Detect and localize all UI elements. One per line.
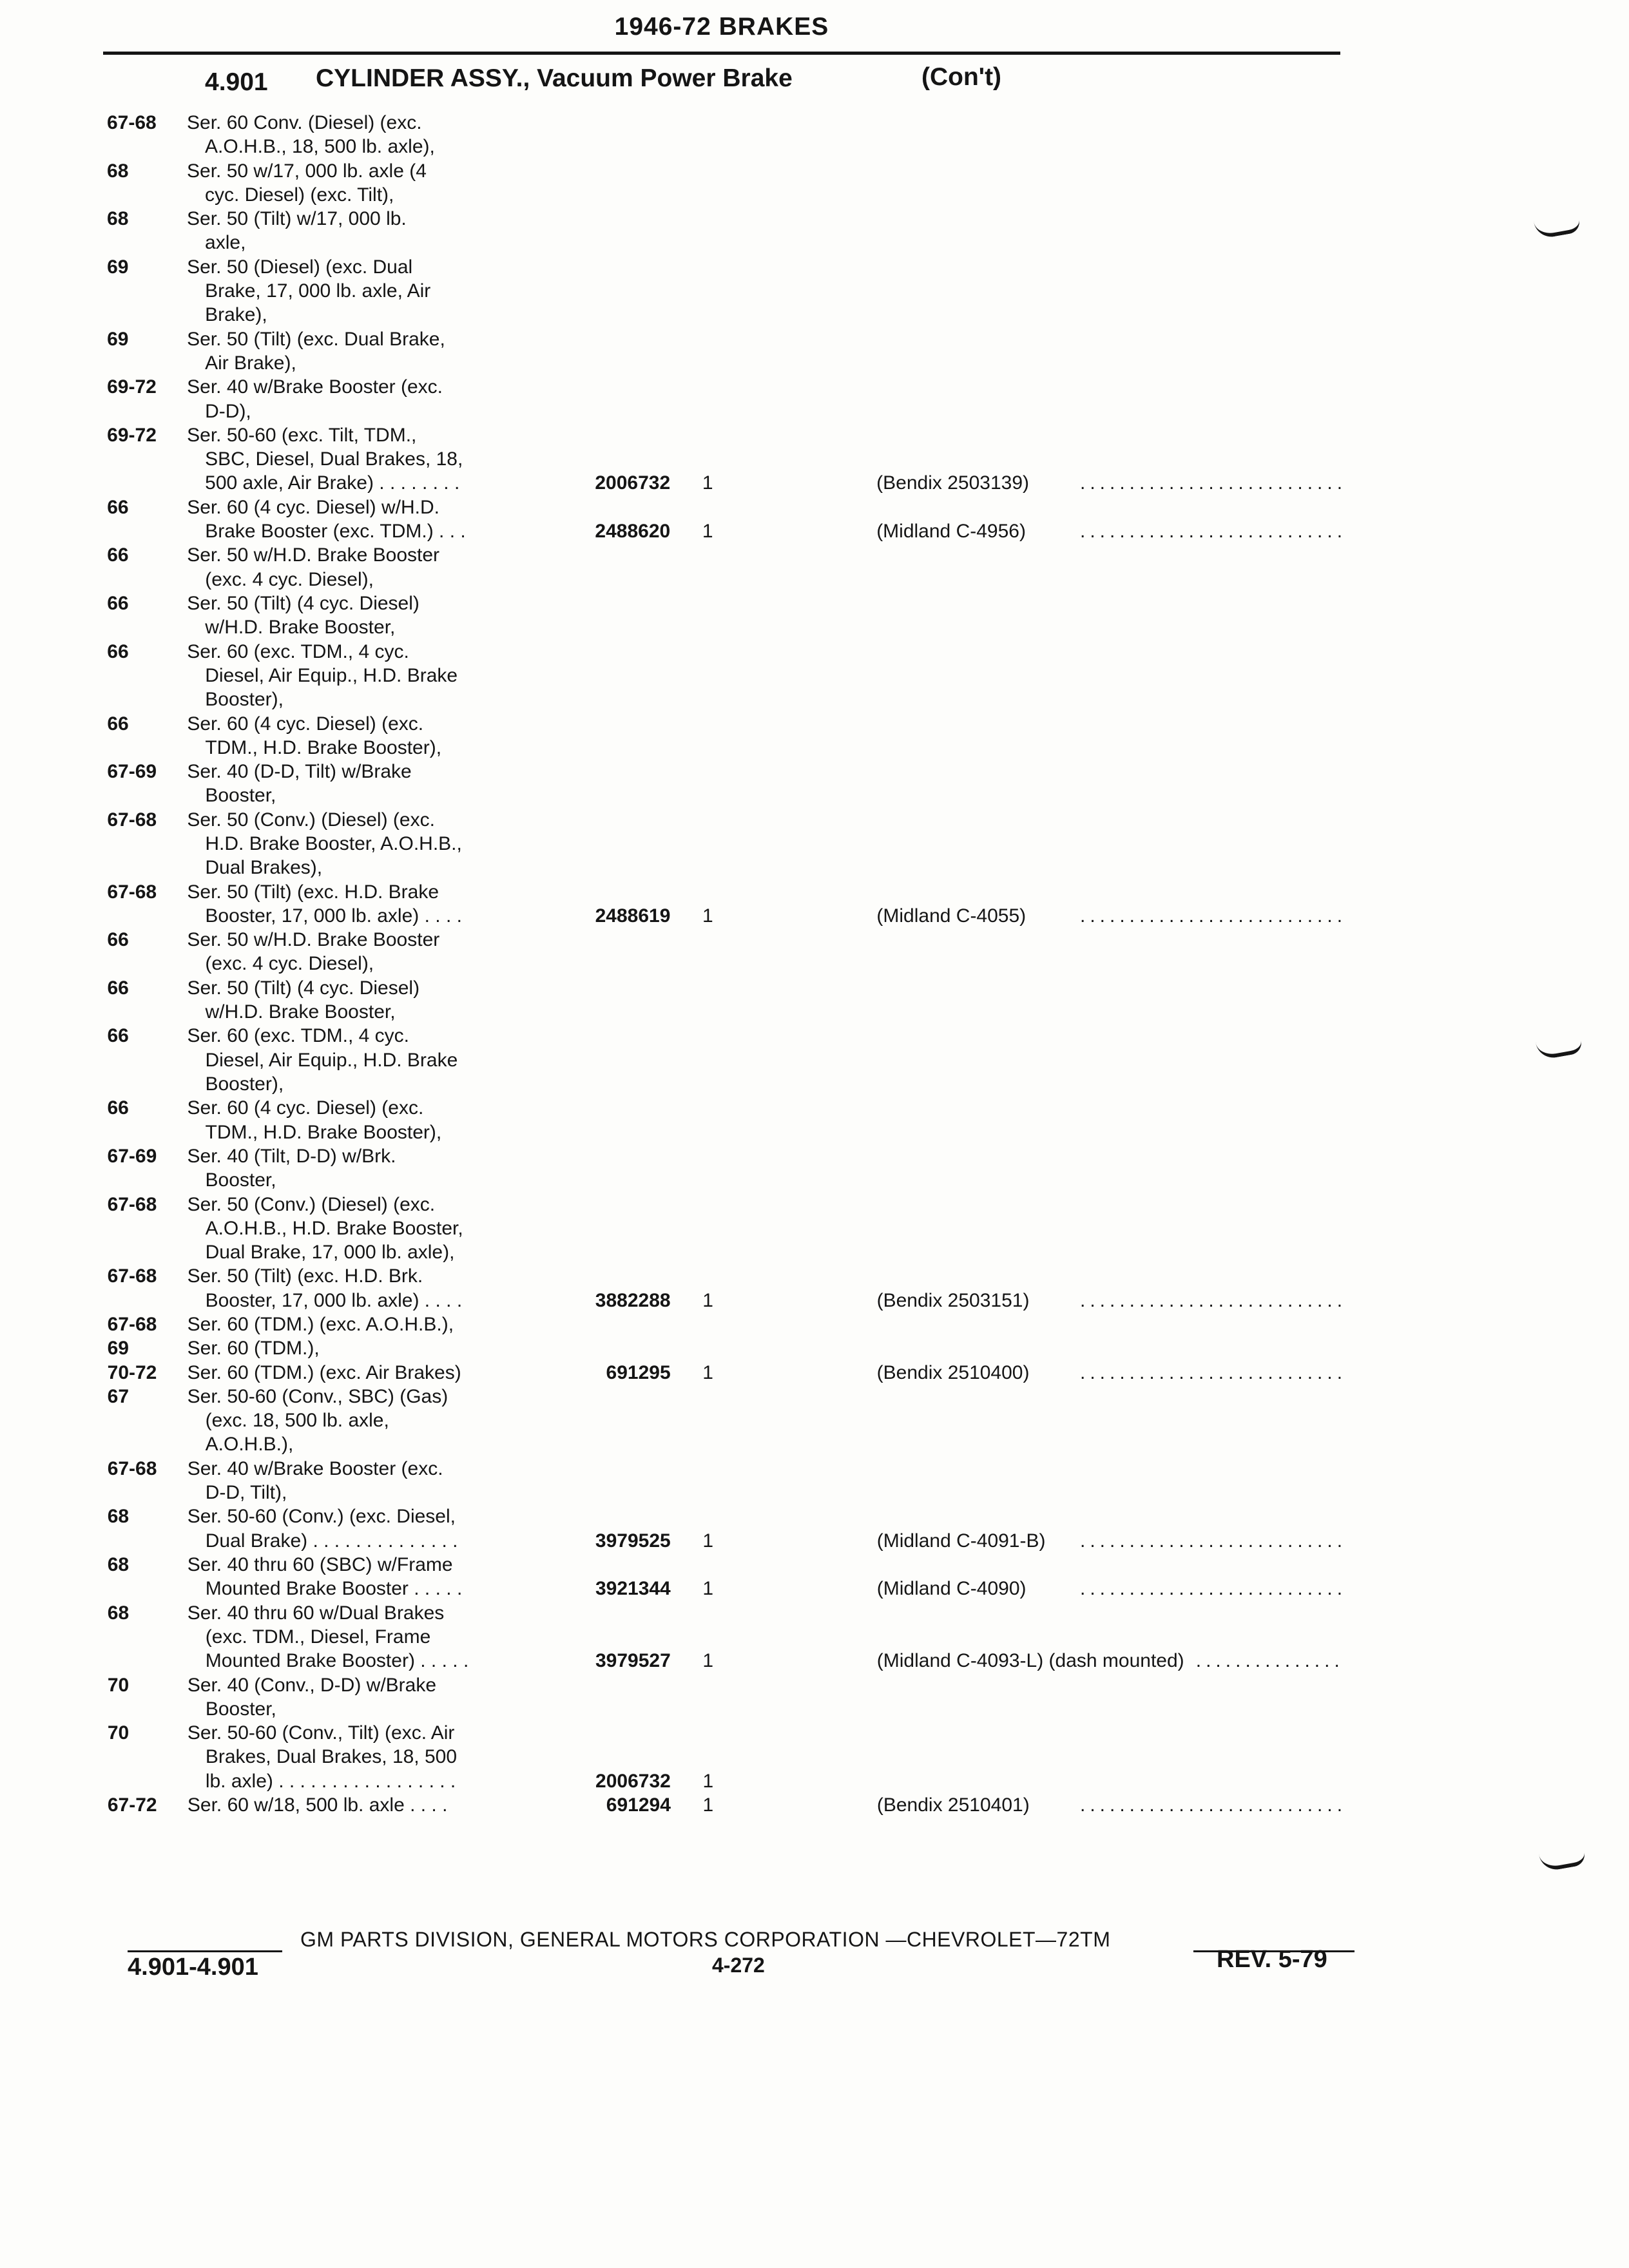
- application-description-line: A.O.H.B., 18, 500 lb. axle),: [205, 136, 435, 158]
- application-description-line: Ser. 50 (Conv.) (Diesel) (exc.: [187, 1193, 436, 1215]
- model-years: 70: [107, 1722, 130, 1744]
- application-description-line: A.O.H.B., H.D. Brake Booster,: [205, 1217, 463, 1239]
- model-years: 69: [107, 256, 129, 278]
- application-description-line: Ser. 60 (4 cyc. Diesel) (exc.: [187, 1097, 424, 1119]
- model-years: 67-68: [107, 1314, 157, 1335]
- quantity: 1: [702, 1289, 713, 1311]
- application-description-line: Ser. 50 (Tilt) (4 cyc. Diesel): [187, 593, 419, 614]
- part-number: 3979527: [595, 1650, 671, 1672]
- vendor-reference: (Midland C-4090): [876, 1578, 1027, 1600]
- part-number: 3882288: [595, 1289, 671, 1311]
- quantity: 1: [702, 905, 713, 927]
- application-description-line: Ser. 60 (TDM.),: [187, 1338, 320, 1360]
- application-description-line: Mounted Brake Booster . . . . .: [205, 1578, 463, 1600]
- application-description-line: TDM., H.D. Brake Booster),: [205, 1121, 442, 1143]
- model-years: 67-72: [107, 1794, 157, 1816]
- section-number: 4.901: [205, 68, 268, 96]
- application-description-line: Ser. 50 w/17, 000 lb. axle (4: [187, 160, 427, 182]
- page-title: 1946-72 BRAKES: [614, 13, 829, 41]
- application-description-line: Ser. 60 (4 cyc. Diesel) w/H.D.: [187, 496, 439, 518]
- application-description-line: Ser. 50-60 (exc. Tilt, TDM.,: [187, 424, 417, 446]
- leader-dots: ...........................: [1080, 1361, 1347, 1383]
- application-description-line: Ser. 50-60 (Conv., SBC) (Gas): [187, 1385, 448, 1407]
- quantity: 1: [702, 1794, 714, 1816]
- model-years: 68: [107, 160, 129, 182]
- model-years: 68: [107, 208, 129, 230]
- application-description-line: Booster),: [205, 689, 284, 711]
- application-description-line: Booster,: [205, 1698, 276, 1720]
- vendor-reference: (Midland C-4055): [876, 905, 1027, 927]
- part-number: 2488620: [595, 521, 671, 543]
- application-description-line: TDM., H.D. Brake Booster),: [205, 736, 442, 758]
- application-description-line: Booster,: [205, 785, 276, 807]
- model-years: 66: [107, 977, 129, 999]
- model-years: 69: [107, 328, 129, 350]
- quantity: 1: [702, 521, 713, 543]
- application-description-line: Mounted Brake Booster) . . . . .: [205, 1650, 469, 1672]
- part-number: 2006732: [595, 1770, 671, 1792]
- application-description-line: Ser. 50-60 (Conv., Tilt) (exc. Air: [187, 1722, 455, 1744]
- vendor-reference: (Bendix 2510401): [876, 1794, 1030, 1816]
- footer-division: GM PARTS DIVISION, GENERAL MOTORS CORPORATION —CHEVROLET—72TM: [300, 1928, 1111, 1951]
- application-description-line: Diesel, Air Equip., H.D. Brake: [205, 1049, 458, 1071]
- leader-dots: ...........................: [1080, 521, 1347, 543]
- application-description-line: Ser. 60 (exc. TDM., 4 cyc.: [187, 1025, 410, 1047]
- application-description-line: Brake Booster (exc. TDM.) . . .: [205, 521, 466, 543]
- vendor-reference: (Bendix 2503151): [876, 1289, 1030, 1311]
- application-description-line: w/H.D. Brake Booster,: [205, 1001, 396, 1023]
- application-description-line: Dual Brakes),: [205, 857, 323, 879]
- application-description-line: A.O.H.B.),: [205, 1434, 294, 1456]
- vendor-reference: (Midland C-4091-B): [876, 1530, 1046, 1552]
- model-years: 67: [107, 1385, 130, 1407]
- application-description-line: Brake),: [205, 304, 267, 326]
- part-number: 2006732: [595, 472, 671, 494]
- model-years: 67-68: [107, 881, 157, 903]
- part-number: 2488619: [595, 905, 671, 927]
- revision-label: REV. 5-79: [1217, 1946, 1327, 1973]
- model-years: 66: [107, 929, 129, 951]
- model-years: 67-69: [107, 1145, 157, 1167]
- application-description-line: cyc. Diesel) (exc. Tilt),: [205, 184, 394, 206]
- leader-dots: ...........................: [1080, 1794, 1347, 1816]
- model-years: 67-68: [107, 809, 157, 831]
- quantity: 1: [702, 472, 713, 494]
- application-description-line: Ser. 50 (Tilt) (exc. H.D. Brk.: [187, 1265, 423, 1287]
- application-description-line: Ser. 50 (Conv.) (Diesel) (exc.: [187, 809, 435, 831]
- application-description-line: Ser. 60 (TDM.) (exc. A.O.H.B.),: [187, 1314, 454, 1335]
- part-number: 691294: [606, 1794, 671, 1816]
- leader-dots: ...........................: [1080, 905, 1347, 927]
- model-years: 70: [107, 1674, 130, 1696]
- model-years: 69-72: [107, 424, 157, 446]
- application-description-line: (exc. 18, 500 lb. axle,: [205, 1410, 389, 1432]
- model-years: 66: [107, 1097, 129, 1119]
- footer-range: 4.901-4.901: [128, 1954, 258, 1981]
- application-description-line: H.D. Brake Booster, A.O.H.B.,: [205, 832, 462, 854]
- application-description-line: Ser. 60 Conv. (Diesel) (exc.: [187, 112, 422, 133]
- model-years: 66: [107, 1025, 129, 1047]
- application-description-line: Ser. 40 thru 60 w/Dual Brakes: [187, 1602, 445, 1624]
- application-description-line: Ser. 50 (Tilt) w/17, 000 lb.: [187, 208, 407, 230]
- application-description-line: Ser. 50 (Tilt) (exc. Dual Brake,: [187, 328, 445, 350]
- application-description-line: SBC, Diesel, Dual Brakes, 18,: [205, 448, 463, 470]
- application-description-line: Ser. 50 (Tilt) (4 cyc. Diesel): [187, 977, 420, 999]
- application-description-line: Brake, 17, 000 lb. axle, Air: [205, 280, 431, 302]
- part-number: 3921344: [595, 1578, 671, 1600]
- application-description-line: Dual Brake) . . . . . . . . . . . . . .: [205, 1530, 458, 1552]
- application-description-line: lb. axle) . . . . . . . . . . . . . . . . .: [205, 1770, 456, 1792]
- application-description-line: Ser. 60 w/18, 500 lb. axle . . . .: [187, 1794, 448, 1816]
- application-description-line: Dual Brake, 17, 000 lb. axle),: [205, 1242, 455, 1264]
- leader-dots: ...........................: [1080, 472, 1347, 494]
- leader-dots: ...........................: [1080, 1530, 1347, 1552]
- model-years: 67-68: [107, 1457, 157, 1479]
- model-years: 68: [107, 1506, 130, 1528]
- vendor-reference: (Bendix 2503139): [876, 472, 1029, 494]
- part-number: 691295: [606, 1361, 671, 1383]
- application-description-line: Ser. 40 (Conv., D-D) w/Brake: [187, 1674, 437, 1696]
- model-years: 67-69: [107, 761, 157, 783]
- model-years: 67-68: [107, 1193, 157, 1215]
- application-description-line: (exc. 4 cyc. Diesel),: [205, 568, 374, 590]
- vendor-reference: (Midland C-4956): [876, 521, 1026, 543]
- model-years: 66: [107, 713, 129, 735]
- application-description-line: Ser. 40 w/Brake Booster (exc.: [187, 376, 443, 398]
- application-description-line: Ser. 60 (TDM.) (exc. Air Brakes): [187, 1361, 461, 1383]
- quantity: 1: [702, 1530, 714, 1552]
- application-description-line: w/H.D. Brake Booster,: [205, 617, 396, 639]
- application-description-line: Booster),: [205, 1073, 284, 1095]
- application-description-line: Air Brake),: [205, 352, 296, 374]
- application-description-line: Ser. 50 w/H.D. Brake Booster: [187, 544, 440, 566]
- section-title: CYLINDER ASSY., Vacuum Power Brake: [316, 64, 793, 92]
- model-years: 68: [107, 1554, 130, 1575]
- application-description-line: Ser. 60 (exc. TDM., 4 cyc.: [187, 640, 409, 662]
- application-description-line: Ser. 60 (4 cyc. Diesel) (exc.: [187, 713, 424, 735]
- vendor-reference: (Midland C-4093-L) (dash mounted): [876, 1650, 1184, 1672]
- application-description-line: D-D, Tilt),: [205, 1482, 287, 1504]
- page-number: 4-272: [712, 1954, 765, 1977]
- application-description-line: Booster,: [205, 1169, 276, 1191]
- quantity: 1: [702, 1650, 714, 1672]
- quantity: 1: [702, 1578, 714, 1600]
- quantity: 1: [702, 1770, 714, 1792]
- application-description-line: D-D),: [205, 400, 251, 422]
- application-description-line: 500 axle, Air Brake) . . . . . . . .: [205, 472, 460, 494]
- model-years: 66: [107, 544, 129, 566]
- application-description-line: Ser. 50 w/H.D. Brake Booster: [187, 929, 440, 951]
- model-years: 69-72: [107, 376, 157, 398]
- model-years: 69: [107, 1338, 129, 1360]
- model-years: 67-68: [107, 112, 157, 133]
- application-description-line: Booster, 17, 000 lb. axle) . . . .: [205, 1289, 463, 1311]
- model-years: 66: [107, 496, 129, 518]
- model-years: 66: [107, 593, 129, 614]
- application-description-line: Ser. 40 (D-D, Tilt) w/Brake: [187, 761, 412, 783]
- leader-dots: ...........................: [1080, 1289, 1347, 1311]
- application-description-line: Ser. 40 w/Brake Booster (exc.: [187, 1457, 443, 1479]
- vendor-reference: (Bendix 2510400): [876, 1361, 1030, 1383]
- quantity: 1: [702, 1361, 713, 1383]
- model-years: 70-72: [107, 1361, 157, 1383]
- model-years: 67-68: [107, 1265, 157, 1287]
- application-description-line: Ser. 40 thru 60 (SBC) w/Frame: [187, 1554, 453, 1575]
- application-description-line: Ser. 50 (Diesel) (exc. Dual: [187, 256, 413, 278]
- application-description-line: Ser. 40 (Tilt, D-D) w/Brk.: [187, 1145, 396, 1167]
- application-description-line: Ser. 50 (Tilt) (exc. H.D. Brake: [187, 881, 439, 903]
- application-description-line: (exc. 4 cyc. Diesel),: [205, 953, 374, 975]
- application-description-line: (exc. TDM., Diesel, Frame: [205, 1626, 431, 1648]
- application-description-line: Ser. 50-60 (Conv.) (exc. Diesel,: [187, 1506, 456, 1528]
- part-number: 3979525: [595, 1530, 671, 1552]
- continued-label: (Con't): [921, 63, 1002, 91]
- application-description-line: Booster, 17, 000 lb. axle) . . . .: [205, 905, 462, 927]
- footer-rule-left: [128, 1950, 282, 1952]
- model-years: 66: [107, 640, 129, 662]
- leader-dots: ...........................: [1080, 1578, 1347, 1600]
- model-years: 68: [107, 1602, 130, 1624]
- leader-dots: ...............: [1195, 1650, 1344, 1672]
- application-description-line: Brakes, Dual Brakes, 18, 500: [205, 1746, 458, 1768]
- application-description-line: axle,: [205, 232, 246, 254]
- application-description-line: Diesel, Air Equip., H.D. Brake: [205, 664, 458, 686]
